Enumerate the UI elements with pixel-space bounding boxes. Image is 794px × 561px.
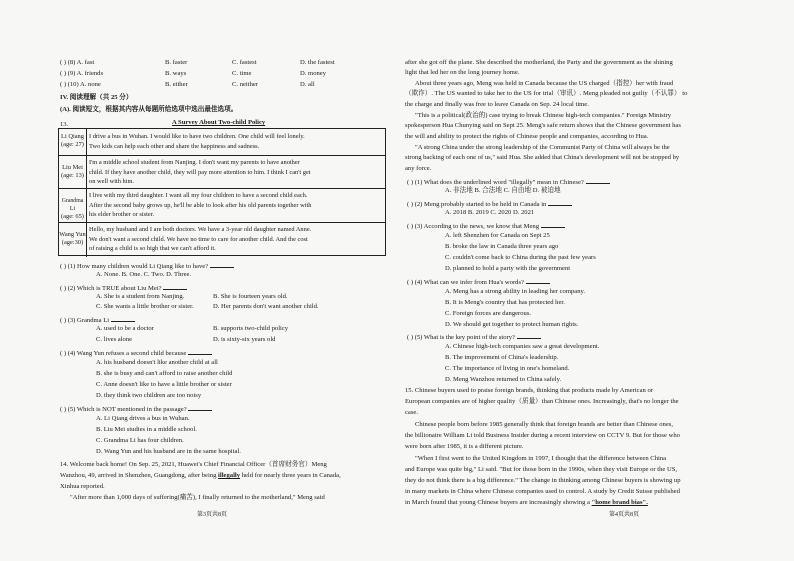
option-a: A. She is a student from Nanjing. xyxy=(96,293,185,300)
survey-text xyxy=(89,225,383,254)
question-stem xyxy=(407,177,610,187)
passage-line: the will and ability to protect the rights of Chinese people and companies, according to Hua. xyxy=(405,133,649,140)
section-title: IV. 阅读理解（共 25 分） xyxy=(60,94,133,101)
passage-line: any force. xyxy=(405,165,432,172)
passage-line: "A strong China under the strong leadership of the Communist Party of China will always be the xyxy=(415,144,670,151)
passage-line: case. xyxy=(405,409,418,416)
answer-blank[interactable] xyxy=(541,221,565,228)
survey-name-cell xyxy=(59,129,87,155)
question-stem xyxy=(60,404,212,414)
survey-line: I drive a bus in Wuhan. I would like to have two children. One child will feel lonely. xyxy=(89,133,305,140)
passage-line: spokesperson Hua Chunying said on Sept 25. Meng's safe return shows that the Chinese government has xyxy=(405,122,681,129)
option-b: B. It is Meng's country that has protected her. xyxy=(445,299,565,306)
answer-blank[interactable] xyxy=(188,404,212,411)
passage-line: "After more than 1,000 days of suffering(痛苦), I finally returned to the motherland," Meng said xyxy=(70,494,325,501)
underlined-phrase: "home brand bias". xyxy=(591,499,648,506)
answer-blank[interactable] xyxy=(517,332,541,339)
q8-option-b: B. faster xyxy=(165,59,188,66)
survey-text xyxy=(89,191,383,220)
passage-line: in many markets in China where Chinese companies used to control. A study by Credit Suisse published xyxy=(405,488,680,495)
question-text: ( ) (3) According to the news, we know that Meng xyxy=(407,223,540,230)
answer-blank[interactable] xyxy=(586,177,610,184)
survey-name-cell xyxy=(59,223,87,257)
survey-age: (age: 13) xyxy=(61,172,84,179)
question-options: A. 2018 B. 2019 C. 2020 D. 2021 xyxy=(445,209,535,216)
option-a: A. Chinese high-tech companies saw a great development. xyxy=(445,343,600,350)
question-stem xyxy=(407,199,572,209)
q9-option-d: D. money xyxy=(300,70,327,77)
survey-name: Wang Yun xyxy=(59,231,86,238)
page-footer: 第4页共8页 xyxy=(609,512,640,518)
right-page xyxy=(397,0,794,561)
survey-name-cell xyxy=(59,156,87,189)
question-text: ( ) (4) Wang Yun refuses a second child because xyxy=(60,350,187,357)
survey-age: (age: 27) xyxy=(61,141,84,148)
survey-title: A Survey About Two-child Policy xyxy=(172,119,266,126)
passage-line: the charge and finally was free to leave Canada on Sep. 24 local time. xyxy=(405,101,589,108)
option-a: A. his husband doesn't like another child at all xyxy=(96,359,218,366)
option-a: A. used to be a doctor xyxy=(96,325,154,332)
option-a: A. Meng has a strong ability in leading her company. xyxy=(445,288,586,295)
survey-line: I'm a middle school student from Nanjing. I don't want my parents to have another xyxy=(89,159,300,166)
survey-name: Liu Mei xyxy=(62,164,83,171)
survey-age: (age:30) xyxy=(61,239,84,246)
answer-blank[interactable] xyxy=(111,315,135,322)
question-text: ( ) (2) Meng probably started to be held in Canada in xyxy=(407,201,547,208)
passage-line: they do not think there is a big difference." The change in thinking among Chinese buyers is showing up xyxy=(405,477,681,484)
page-footer: 第3页共8页 xyxy=(197,512,228,518)
passage-line: the billionaire William Li told Business Insider during a recent interview on CCTV 9. But for those who xyxy=(405,432,680,439)
option-b: B. The improvement of China's leadership. xyxy=(445,354,559,361)
q8-option-c: C. fastest xyxy=(232,59,257,66)
q8-stem: ( ) (8) A. fast xyxy=(60,59,95,66)
passage-line: Chinese people born before 1985 generally think that foreign brands are better than Chinese ones, xyxy=(415,421,673,428)
question-stem xyxy=(60,261,234,271)
option-a: A. left Shenzhen for Canada on Sept 25 xyxy=(445,232,550,239)
answer-blank[interactable] xyxy=(526,277,550,284)
survey-line: child. If they have another child, they will pay more attention to him. I think I can't get xyxy=(89,168,311,176)
survey-line: After the second baby grows up, he'll be able to look after his old parents together with xyxy=(89,201,312,209)
question-stem xyxy=(407,277,550,287)
answer-blank[interactable] xyxy=(188,348,212,355)
question-stem xyxy=(60,315,135,325)
passage-line: light that led her on the long journey home. xyxy=(405,69,520,76)
passage-line: after she got off the plane. She described the motherland, the Party and the government as the shining xyxy=(405,59,673,66)
survey-name: Li Qiang xyxy=(61,133,84,140)
option-d: D. they think two children are too noisy xyxy=(96,392,202,399)
survey-row xyxy=(59,222,385,257)
question-options: A. 非法地 B. 合法地 C. 自由地 D. 被迫地 xyxy=(445,187,561,194)
question-text: ( ) (4) What can we infer from Hua's words? xyxy=(407,279,524,286)
option-c: C. Grandma Li has four children. xyxy=(96,437,184,444)
survey-text xyxy=(89,158,383,187)
q9-option-c: C. time xyxy=(232,70,252,77)
passage-line: were born after 1985, it is a different picture. xyxy=(405,443,524,450)
survey-line: his elder brother or sister. xyxy=(89,211,155,218)
passage-line: Xinhua reported. xyxy=(60,483,105,490)
survey-row xyxy=(59,129,385,155)
option-c: C. couldn't come back to China during the past few years xyxy=(445,254,596,261)
passage-line: 15. Chinese buyers used to praise foreign brands, thinking that products made by American or xyxy=(405,387,653,394)
q8-option-d: D. the fastest xyxy=(300,59,335,66)
survey-name-cell xyxy=(59,189,87,223)
q10-option-d: D. all xyxy=(300,81,315,88)
q10-option-c: C. neither xyxy=(232,81,259,88)
underlined-word: illegally xyxy=(218,472,241,479)
answer-blank[interactable] xyxy=(210,261,234,268)
option-d: D. We should get together to protect human rights. xyxy=(445,321,579,328)
question-stem xyxy=(407,332,541,342)
option-d: D. planned to hold a party with the government xyxy=(445,265,571,272)
passage-line xyxy=(405,499,648,507)
question-text: ( ) (1) What does the underlined word "illegally" mean in Chinese? xyxy=(407,179,584,186)
survey-row xyxy=(59,155,385,189)
passage-line: "When I first went to the United Kingdom in 1997, I thought that the difference between China xyxy=(415,455,667,462)
question-text: ( ) (3) Grandma Li xyxy=(60,317,110,324)
q9-stem: ( ) (9) A. friends xyxy=(60,70,104,77)
survey-row xyxy=(59,188,385,223)
passage-line: （欺诈）. The US wanted to take her to the US for trial（审讯）. Meng pleaded not guilty（不认罪） to xyxy=(405,90,688,97)
survey-line: Two kids can help each other and share the happiness and sadness. xyxy=(89,142,260,150)
option-d: D. is sixty-six years old xyxy=(213,336,276,343)
section-instruction: (A). 阅读短文，根据其内容从每题所给选项中选出最佳选项。 xyxy=(60,106,238,113)
survey-line: of raising a child is so high that we can't afford it. xyxy=(89,245,216,252)
answer-blank[interactable] xyxy=(548,199,572,206)
option-c: C. lives alone xyxy=(96,336,133,343)
passage-text: held for nearly three years in Canada, xyxy=(241,472,341,479)
survey-line: I live with my third daughter. I want all my four children to have a second child each. xyxy=(89,192,308,199)
option-d: D. Wang Yun and his husband are in the same hospital. xyxy=(96,448,241,455)
survey-line: Hello, my husband and I are both doctors. We have a 3-year old daughter named Anne. xyxy=(89,226,312,233)
question-stem xyxy=(407,221,565,231)
option-c: C. The importance of living in one's homeland. xyxy=(445,365,570,372)
option-b: B. supports two-child policy xyxy=(213,325,289,332)
survey-line: on well with him. xyxy=(89,178,135,185)
question-text: ( ) (1) How many children would Li Qiang like to have? xyxy=(60,263,209,270)
passage-line: 14. Welcome back home! On Sep. 25, 2021, Huawei's Chief Financial Officer（首席财务官）Meng xyxy=(60,461,327,468)
survey-name: Grandma Li xyxy=(61,198,84,212)
passage-text: Wanzhou, 49, arrived in Shenzhen, Guangdong, after being xyxy=(60,472,217,479)
option-c: C. She wants a little brother or sister. xyxy=(96,303,194,310)
passage-line: European companies are of higher quality（质量）than Chinese ones. Increasingly, that's no longer the xyxy=(405,398,679,405)
passage-text: in March found that young Chinese buyers are increasingly showing a xyxy=(405,499,590,506)
answer-blank[interactable] xyxy=(163,283,187,290)
passage-line: About three years ago, Meng was held in Canada because the US charged（指控）her with fraud xyxy=(415,80,674,87)
question-options: A. None. B. One. C. Two. D. Three. xyxy=(96,271,192,278)
option-a: A. Li Qiang drives a bus in Wuhan. xyxy=(96,415,190,422)
q13-number: 13. xyxy=(60,121,69,128)
option-b: B. She is fourteen years old. xyxy=(213,293,288,300)
q9-option-b: B. ways xyxy=(165,70,187,77)
q10-option-b: B. either xyxy=(165,81,188,88)
option-d: D. Meng Wanzhou returned to China safely. xyxy=(445,376,562,383)
question-text: ( ) (5) Which is NOT mentioned in the passage? xyxy=(60,406,187,413)
question-text: ( ) (5) What is the key point of the story? xyxy=(407,334,515,341)
q10-stem: ( ) (10) A. none xyxy=(60,81,101,88)
option-d: D. Her parents don't want another child. xyxy=(213,303,319,310)
passage-line xyxy=(60,472,341,480)
question-stem xyxy=(60,348,212,358)
passage-line: strong backing of each one of us," said Hua. She added that China's development will not be stopped by xyxy=(405,154,680,161)
option-b: B. she is busy and can't afford to raise another child xyxy=(96,370,233,377)
survey-age: (age: 65) xyxy=(61,213,84,220)
survey-line: We don't want a second child. We have no time to care for another child. And the cost xyxy=(89,235,308,243)
question-text: ( ) (2) Which is TRUE about Liu Mei? xyxy=(60,285,162,292)
option-c: C. Foreign forces are dangerous. xyxy=(445,310,532,317)
option-b: B. Liu Mei studies in a middle school. xyxy=(96,426,197,433)
passage-line: and Europe was quite big," Li said. "But for those born in the 1990s, when they visit Europe or the US, xyxy=(405,466,678,473)
option-b: B. broke the law in Canada three years ago xyxy=(445,243,559,250)
survey-table xyxy=(58,128,386,256)
passage-line: "This is a political(政治的) case trying to break Chinese high-tech companies." Foreign Ministry xyxy=(415,112,672,119)
option-c: C. Anne doesn't like to have a little brother or sister xyxy=(96,381,232,388)
survey-text xyxy=(89,132,383,151)
question-stem xyxy=(60,283,187,293)
